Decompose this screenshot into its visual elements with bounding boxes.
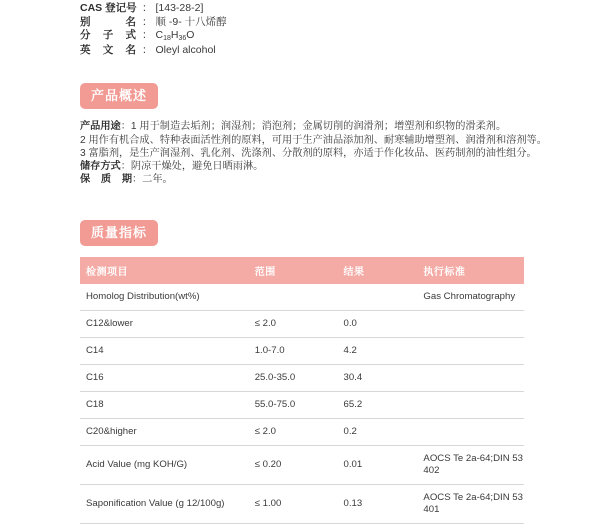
section-badge-overview: 产品概述 <box>80 83 158 109</box>
formula-o: O <box>186 29 195 42</box>
table-header-item: 检测项目 <box>80 257 249 284</box>
table-row <box>80 284 524 311</box>
table-row <box>80 485 524 524</box>
table-cell-item: C20&higher <box>80 419 249 446</box>
formula-h: H <box>170 29 179 42</box>
table-row <box>80 419 524 446</box>
table-cell-standard: Gas Chromatography <box>417 284 524 311</box>
table-cell-standard <box>417 419 524 446</box>
formula-c: C <box>155 29 164 42</box>
overview-usage-line-3: 3 富脂剂，是生产润湿剂、乳化剂、洗涤剂、分散剂的原料，亦适于作化妆品、医药制剂的油性组分。 <box>80 147 537 159</box>
table-row <box>80 365 524 392</box>
identity-value-alias: 顺 -9- 十八烯醇 <box>155 15 227 28</box>
identity-value-cas: [143-28-2] <box>155 2 204 14</box>
table-header-standard: 执行标准 <box>417 257 524 284</box>
table-cell-range: ≤ 2.0 <box>249 419 338 446</box>
table-cell-standard <box>417 392 524 419</box>
table-header-result: 结果 <box>338 257 418 284</box>
overview-storage-value: ：阴凉干燥处，避免日晒雨淋。 <box>120 160 264 172</box>
overview-storage-label: 储存方式 <box>80 160 121 172</box>
identity-block <box>80 0 524 57</box>
table-cell-result: 0.13 <box>338 485 418 524</box>
table-cell-result: 30.4 <box>338 365 418 392</box>
table-cell-range: ≤ 2.0 <box>249 311 338 338</box>
colon: ： <box>142 43 153 56</box>
table-cell-result: 0.01 <box>338 446 418 485</box>
table-cell-item: C18 <box>80 392 249 419</box>
table-cell-item: C16 <box>80 365 249 392</box>
table-cell-result: 0.2 <box>338 419 418 446</box>
identity-label-english-name: 英 文 名 <box>80 43 136 56</box>
table-cell-range: 1.0-7.0 <box>249 338 338 365</box>
table-row <box>80 338 524 365</box>
identity-row-english-name <box>80 44 524 58</box>
formula-h-count: 36 <box>178 35 187 43</box>
table-cell-result <box>338 284 418 311</box>
table-cell-item: C12&lower <box>80 311 249 338</box>
identity-label-cas: CAS 登记号 <box>80 2 137 14</box>
table-row <box>80 446 524 485</box>
table-cell-standard <box>417 311 524 338</box>
table-row <box>80 392 524 419</box>
formula-c-count: 18 <box>163 35 171 43</box>
overview-usage-line-1 <box>80 120 524 133</box>
table-cell-range: 25.0-35.0 <box>249 365 338 392</box>
table-header-row <box>80 257 524 284</box>
table-header-range: 范围 <box>249 257 338 284</box>
table-cell-result: 65.2 <box>338 392 418 419</box>
section-overview <box>80 83 524 109</box>
table-body <box>80 284 524 524</box>
table-cell-item: Saponification Value (g 12/100g) <box>80 485 249 524</box>
table-cell-range: ≤ 0.20 <box>249 446 338 485</box>
identity-value-english-name: Oleyl alcohol <box>155 43 216 56</box>
overview-storage-line <box>80 160 524 173</box>
table-cell-range: ≤ 1.00 <box>249 485 338 524</box>
colon: ： <box>142 15 153 28</box>
identity-row-cas <box>80 2 524 16</box>
table-cell-result: 4.2 <box>338 338 418 365</box>
table-cell-range: 55.0-75.0 <box>249 392 338 419</box>
overview-usage-line-2: 2 用作有机合成、特种表面活性剂的原料，可用于生产油品添加剂、耐寒辅助增塑剂、润滑剂和溶剂等。 <box>80 134 547 146</box>
table-row <box>80 311 524 338</box>
table-cell-range <box>249 284 338 311</box>
colon: ： <box>142 2 153 14</box>
overview-usage-label: 产品用途 <box>80 121 121 133</box>
table-cell-standard: AOCS Te 2a-64;DIN 53 401 <box>417 485 524 524</box>
table-head <box>80 257 524 284</box>
identity-row-formula <box>80 29 524 44</box>
overview-shelf-life-line <box>80 173 524 186</box>
table-cell-standard <box>417 338 524 365</box>
overview-body <box>80 120 547 186</box>
table-cell-item: C14 <box>80 338 249 365</box>
overview-usage-text-1: ：1 用于制造去垢剂；润湿剂；消泡剂；金属切削的润滑剂；增塑剂和织物的滑柔剂。 <box>120 121 507 133</box>
identity-row-alias <box>80 16 524 30</box>
quality-indicators-table <box>80 257 524 524</box>
identity-value-formula <box>156 29 525 44</box>
section-quality <box>80 220 524 246</box>
table-cell-item: Homolog Distribution(wt%) <box>80 284 249 311</box>
overview-shelf-life-label: 保 质 期 <box>80 174 132 186</box>
table-cell-item: Acid Value (mg KOH/G) <box>80 446 249 485</box>
identity-label-formula: 分 子 式 <box>80 29 136 42</box>
overview-shelf-life-value: ：二年。 <box>132 174 173 186</box>
table-cell-standard <box>417 365 524 392</box>
table-cell-standard: AOCS Te 2a-64;DIN 53 402 <box>417 446 524 485</box>
identity-label-alias: 别 名 <box>80 15 136 28</box>
section-badge-quality: 质量指标 <box>80 220 158 246</box>
table-cell-result: 0.0 <box>338 311 418 338</box>
colon: ： <box>142 29 153 42</box>
